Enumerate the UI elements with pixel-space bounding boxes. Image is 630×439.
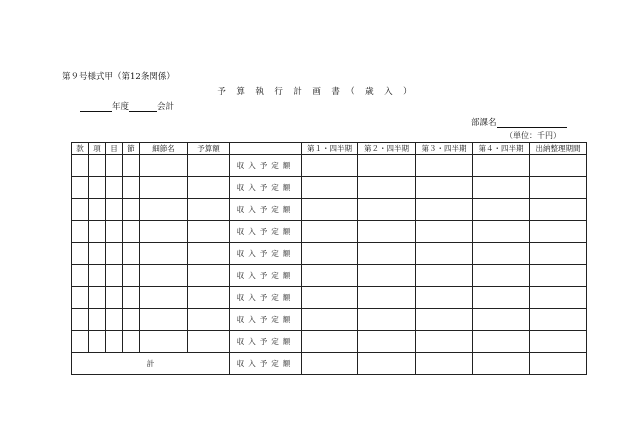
budget-amount-cell[interactable] bbox=[188, 287, 230, 309]
row-label: 収入予定額 bbox=[230, 199, 302, 221]
form-number: 第９号様式甲（第12条関係） bbox=[62, 72, 175, 82]
item-name-cell[interactable] bbox=[140, 177, 188, 199]
budget-amount-cell[interactable] bbox=[188, 199, 230, 221]
kou-cell[interactable] bbox=[89, 265, 106, 287]
q2-cell[interactable] bbox=[358, 155, 416, 177]
settlement-period-cell[interactable] bbox=[530, 353, 587, 375]
item-name-cell[interactable] bbox=[140, 243, 188, 265]
table-row bbox=[72, 155, 587, 177]
q2-cell[interactable] bbox=[358, 221, 416, 243]
table-row bbox=[72, 309, 587, 331]
settlement-period-cell[interactable] bbox=[530, 221, 587, 243]
q2-cell[interactable] bbox=[358, 353, 416, 375]
kan-cell[interactable] bbox=[72, 177, 89, 199]
q1-cell[interactable] bbox=[302, 331, 358, 353]
row-label: 収入予定額 bbox=[230, 331, 302, 353]
header-q4: 第４・四半期 bbox=[473, 143, 530, 155]
item-name-cell[interactable] bbox=[140, 309, 188, 331]
q1-cell[interactable] bbox=[302, 155, 358, 177]
q4-cell[interactable] bbox=[473, 331, 530, 353]
q3-cell[interactable] bbox=[416, 221, 473, 243]
setsu-cell[interactable] bbox=[123, 309, 140, 331]
setsu-cell[interactable] bbox=[123, 265, 140, 287]
row-label: 収入予定額 bbox=[230, 243, 302, 265]
q4-cell[interactable] bbox=[473, 221, 530, 243]
item-name-cell[interactable] bbox=[140, 287, 188, 309]
header-q3: 第３・四半期 bbox=[416, 143, 473, 155]
kou-cell[interactable] bbox=[89, 331, 106, 353]
q1-cell[interactable] bbox=[302, 221, 358, 243]
table-row bbox=[72, 177, 587, 199]
header-kou: 項 bbox=[89, 143, 106, 155]
table-row bbox=[72, 331, 587, 353]
department-line bbox=[471, 116, 567, 128]
q3-cell[interactable] bbox=[416, 177, 473, 199]
department-name-blank[interactable] bbox=[497, 118, 567, 128]
budget-amount-cell[interactable] bbox=[188, 177, 230, 199]
moku-cell[interactable] bbox=[106, 243, 123, 265]
q1-cell[interactable] bbox=[302, 177, 358, 199]
header-blank bbox=[230, 143, 302, 155]
kan-cell[interactable] bbox=[72, 331, 89, 353]
table-row bbox=[72, 243, 587, 265]
row-label: 収入予定額 bbox=[230, 265, 302, 287]
kou-cell[interactable] bbox=[89, 221, 106, 243]
header-q1: 第１・四半期 bbox=[302, 143, 358, 155]
fiscal-year-blank[interactable] bbox=[80, 102, 112, 112]
header-item-name: 細節名 bbox=[140, 143, 188, 155]
row-label: 収入予定額 bbox=[230, 177, 302, 199]
header-moku: 目 bbox=[106, 143, 123, 155]
kan-cell[interactable] bbox=[72, 155, 89, 177]
item-name-cell[interactable] bbox=[140, 221, 188, 243]
kan-cell[interactable] bbox=[72, 199, 89, 221]
budget-amount-cell[interactable] bbox=[188, 265, 230, 287]
q3-cell[interactable] bbox=[416, 353, 473, 375]
moku-cell[interactable] bbox=[106, 331, 123, 353]
row-label: 収入予定額 bbox=[230, 221, 302, 243]
budget-amount-cell[interactable] bbox=[188, 331, 230, 353]
q1-cell[interactable] bbox=[302, 309, 358, 331]
q1-cell[interactable] bbox=[302, 243, 358, 265]
item-name-cell[interactable] bbox=[140, 199, 188, 221]
q2-cell[interactable] bbox=[358, 177, 416, 199]
moku-cell[interactable] bbox=[106, 177, 123, 199]
budget-amount-cell[interactable] bbox=[188, 243, 230, 265]
setsu-cell[interactable] bbox=[123, 199, 140, 221]
setsu-cell[interactable] bbox=[123, 331, 140, 353]
settlement-period-cell[interactable] bbox=[530, 243, 587, 265]
kou-cell[interactable] bbox=[89, 309, 106, 331]
q4-cell[interactable] bbox=[473, 353, 530, 375]
settlement-period-cell[interactable] bbox=[530, 155, 587, 177]
q1-cell[interactable] bbox=[302, 353, 358, 375]
q3-cell[interactable] bbox=[416, 309, 473, 331]
moku-cell[interactable] bbox=[106, 221, 123, 243]
budget-amount-cell[interactable] bbox=[188, 221, 230, 243]
table-row bbox=[72, 199, 587, 221]
q4-cell[interactable] bbox=[473, 243, 530, 265]
settlement-period-cell[interactable] bbox=[530, 265, 587, 287]
kan-cell[interactable] bbox=[72, 287, 89, 309]
q1-cell[interactable] bbox=[302, 265, 358, 287]
q3-cell[interactable] bbox=[416, 243, 473, 265]
fiscal-year-line bbox=[80, 100, 174, 112]
q2-cell[interactable] bbox=[358, 199, 416, 221]
header-budget-amount: 予算額 bbox=[188, 143, 230, 155]
header-q2: 第２・四半期 bbox=[358, 143, 416, 155]
q4-cell[interactable] bbox=[473, 155, 530, 177]
q2-cell[interactable] bbox=[358, 265, 416, 287]
account-suffix: 会計 bbox=[157, 102, 175, 112]
q3-cell[interactable] bbox=[416, 287, 473, 309]
setsu-cell[interactable] bbox=[123, 221, 140, 243]
q3-cell[interactable] bbox=[416, 265, 473, 287]
fiscal-year-suffix: 年度 bbox=[112, 102, 130, 112]
moku-cell[interactable] bbox=[106, 155, 123, 177]
q4-cell[interactable] bbox=[473, 287, 530, 309]
settlement-period-cell[interactable] bbox=[530, 199, 587, 221]
total-label: 計 bbox=[72, 353, 230, 375]
q3-cell[interactable] bbox=[416, 331, 473, 353]
unit-note: （単位：千円） bbox=[505, 131, 561, 140]
table-row bbox=[72, 265, 587, 287]
setsu-cell[interactable] bbox=[123, 287, 140, 309]
setsu-cell[interactable] bbox=[123, 155, 140, 177]
kan-cell[interactable] bbox=[72, 221, 89, 243]
kou-cell[interactable] bbox=[89, 155, 106, 177]
kou-cell[interactable] bbox=[89, 243, 106, 265]
kou-cell[interactable] bbox=[89, 177, 106, 199]
kan-cell[interactable] bbox=[72, 265, 89, 287]
q3-cell[interactable] bbox=[416, 199, 473, 221]
q2-cell[interactable] bbox=[358, 309, 416, 331]
settlement-period-cell[interactable] bbox=[530, 309, 587, 331]
header-setsu: 節 bbox=[123, 143, 140, 155]
account-name-blank[interactable] bbox=[129, 102, 157, 112]
document-title: 予 算 執 行 計 画 書 （ 歳 入 ） bbox=[217, 87, 413, 97]
row-label: 収入予定額 bbox=[230, 309, 302, 331]
kou-cell[interactable] bbox=[89, 199, 106, 221]
settlement-period-cell[interactable] bbox=[530, 287, 587, 309]
q4-cell[interactable] bbox=[473, 265, 530, 287]
budget-amount-cell[interactable] bbox=[188, 309, 230, 331]
q1-cell[interactable] bbox=[302, 199, 358, 221]
total-row bbox=[72, 353, 587, 375]
moku-cell[interactable] bbox=[106, 309, 123, 331]
q2-cell[interactable] bbox=[358, 331, 416, 353]
q2-cell[interactable] bbox=[358, 243, 416, 265]
kan-cell[interactable] bbox=[72, 309, 89, 331]
settlement-period-cell[interactable] bbox=[530, 331, 587, 353]
kou-cell[interactable] bbox=[89, 287, 106, 309]
table-row bbox=[72, 221, 587, 243]
table-header-row bbox=[72, 143, 587, 155]
q3-cell[interactable] bbox=[416, 155, 473, 177]
item-name-cell[interactable] bbox=[140, 331, 188, 353]
q4-cell[interactable] bbox=[473, 309, 530, 331]
moku-cell[interactable] bbox=[106, 265, 123, 287]
row-label: 収入予定額 bbox=[230, 353, 302, 375]
budget-table bbox=[71, 142, 587, 375]
table-row bbox=[72, 287, 587, 309]
item-name-cell[interactable] bbox=[140, 155, 188, 177]
q4-cell[interactable] bbox=[473, 177, 530, 199]
moku-cell[interactable] bbox=[106, 199, 123, 221]
row-label: 収入予定額 bbox=[230, 155, 302, 177]
department-label: 部課名 bbox=[471, 118, 497, 128]
row-label: 収入予定額 bbox=[230, 287, 302, 309]
item-name-cell[interactable] bbox=[140, 265, 188, 287]
q4-cell[interactable] bbox=[473, 199, 530, 221]
settlement-period-cell[interactable] bbox=[530, 177, 587, 199]
setsu-cell[interactable] bbox=[123, 177, 140, 199]
header-kan: 款 bbox=[72, 143, 89, 155]
q2-cell[interactable] bbox=[358, 287, 416, 309]
header-settlement-period: 出納整理期間 bbox=[530, 143, 587, 155]
kan-cell[interactable] bbox=[72, 243, 89, 265]
setsu-cell[interactable] bbox=[123, 243, 140, 265]
q1-cell[interactable] bbox=[302, 287, 358, 309]
moku-cell[interactable] bbox=[106, 287, 123, 309]
budget-amount-cell[interactable] bbox=[188, 155, 230, 177]
